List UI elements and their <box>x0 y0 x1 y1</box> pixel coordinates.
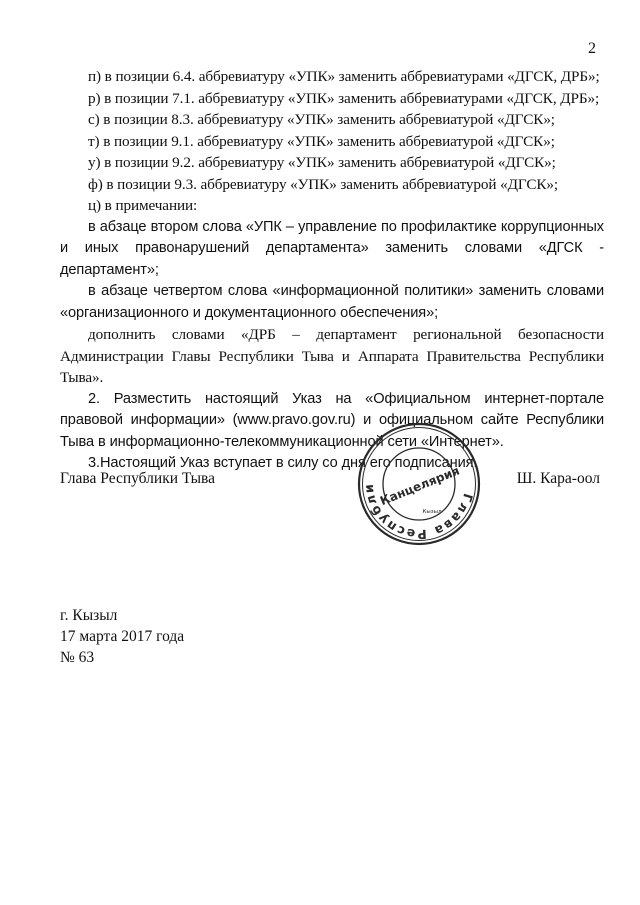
stamp-inner-text: Канцелярия <box>377 463 462 509</box>
paragraph-item-f: ф) в позиции 9.3. аббревиатуру «УПК» заменить аббревиатурой «ДГСК»; <box>88 175 559 193</box>
paragraph-clause-2: 2. Разместить настоящий Указ на «Официальном интернет-портале правовой информации» (www.pravo.gov.ru) и официальном сайте Республики Тыва в информационно-телекоммуникационной сети «Интернет». <box>60 390 604 450</box>
official-stamp <box>356 421 482 547</box>
paragraph-item-r: р) в позиции 7.1. аббревиатуру «УПК» заменить аббревиатурами «ДГСК, ДРБ»; <box>88 89 600 107</box>
footer-date: 17 марта 2017 года <box>60 628 185 645</box>
footer-number: № 63 <box>60 649 95 666</box>
footer-city: г. Кызыл <box>60 607 118 624</box>
paragraph-item-t: т) в позиции 9.1. аббревиатуру «УПК» заменить аббревиатурой «ДГСК»; <box>88 132 555 150</box>
page-number: 2 <box>588 40 596 57</box>
stamp-outer-text: Глава Республи <box>360 482 476 543</box>
paragraph-clause-3: 3.Настоящий Указ вступает в силу со дня его подписания. <box>88 455 478 471</box>
signatory-title: Глава Республики Тыва <box>60 470 216 487</box>
stamp-seal-icon <box>356 421 482 547</box>
paragraph-note-add-drb: дополнить словами «ДРБ – департамент региональной безопасности Администрации Главы Республики Тыва и Аппарата Правительства Республики Тыва». <box>60 326 604 386</box>
paragraph-item-u: у) в позиции 9.2. аббревиатуру «УПК» заменить аббревиатурой «ДГСК»; <box>88 154 556 171</box>
paragraph-note-fourth-abzac: в абзаце четвертом слова «информационной политики» заменить словами «организационного и документационного обеспечения»; <box>60 283 604 321</box>
signatory-name: Ш. Кара-оол <box>516 470 600 487</box>
paragraph-item-s: с) в позиции 8.3. аббревиатуру «УПК» заменить аббревиатурой «ДГСК»; <box>88 111 555 128</box>
stamp-small-text: Кызыл <box>422 509 442 515</box>
paragraph-item-ts: ц) в примечании: <box>88 197 198 214</box>
document-footer <box>60 605 184 668</box>
document-body <box>60 66 604 475</box>
signature-block <box>60 470 604 494</box>
paragraph-note-second-abzac: в абзаце втором слова «УПК – управление по профилактике коррупционных и иных правонарушений департамента» заменить словами «ДГСК - департамент»; <box>60 218 604 278</box>
paragraph-item-p: п) в позиции 6.4. аббревиатуру «УПК» заменить аббревиатурами «ДГСК, ДРБ»; <box>88 68 600 85</box>
